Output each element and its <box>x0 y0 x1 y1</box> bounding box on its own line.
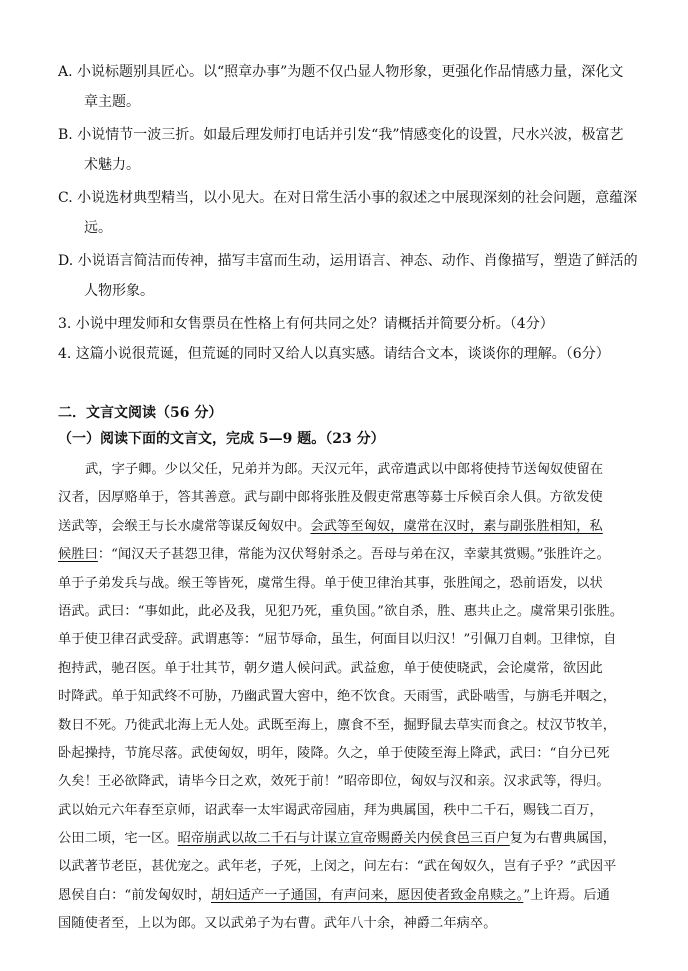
passage-line: 语武。武曰：“事如此，此必及我，见犯乃死，重负国。”欲自杀，胜、惠共止之。虞常果引张胜。 <box>58 603 624 619</box>
passage-line: 武以始元六年春至京师，诏武奉一太牢谒武帝园庙，拜为典属国，秩中二千石，赐钱二百万， <box>58 802 603 818</box>
classical-passage <box>58 456 638 939</box>
section-subheading: （一）阅读下面的文言文，完成 5—9 题。（23 分） <box>58 431 385 447</box>
option-c <box>58 183 648 236</box>
option-a <box>58 57 648 110</box>
option-d-line1: D. 小说语言简洁而传神，描写丰富而生动，运用语言、神态、动作、肖像描写，塑造了鲜活的 <box>58 253 638 269</box>
passage-line: 单于使卫律召武受辞。武谓惠等：“屈节辱命，虽生，何面目以归汉！”引佩刀自刺。卫律惊，自 <box>58 632 617 648</box>
option-c-line2: 远。 <box>84 220 112 236</box>
option-b-line2: 术魅力。 <box>84 157 140 173</box>
underlined-sentence-2: 昭帝崩武以故二千石与计谋立宣帝赐爵关内侯食邑三百户 <box>177 831 510 847</box>
option-d <box>58 246 648 299</box>
option-b-line1: B. 小说情节一波三折。如最后理发师打电话并引发“我”情感变化的设置，尺水兴波，极富艺 <box>58 127 624 143</box>
passage-line: 汉者，因厚赂单于，答其善意。武与副中郎将张胜及假吏常惠等募士斥候百余人俱。方欲发使 <box>58 490 603 506</box>
passage-line: 武，字子卿。少以父任，兄弟并为郎。天汉元年，武帝遣武以中郎将使持节送匈奴使留在 <box>85 462 604 477</box>
option-a-line2: 章主题。 <box>84 94 140 110</box>
underlined-sentence-1-cont: 候胜曰 <box>58 547 98 563</box>
passage-line: 卧起操持，节旄尽落。武使匈奴，明年，陵降。久之，单于使陵至海上降武，武曰：“自分已死 <box>58 745 610 761</box>
option-a-line1: A. 小说标题别具匠心。以“照章办事”为题不仅凸显人物形象，更强化作品情感力量，深化文 <box>58 64 624 80</box>
passage-line: 候胜曰：“闻汉天子甚怨卫律，常能为汉伏弩射杀之。吾母与弟在汉，幸蒙其赏赐。”张胜许之。 <box>58 547 610 563</box>
option-c-line1: C. 小说选材典型精当，以小见大。在对日常生活小事的叙述之中展现深刻的社会问题，意蕴深 <box>58 190 638 206</box>
passage-line: 时降武。单于知武终不可胁，乃幽武置大窖中，绝不饮食。天雨雪，武卧啮雪，与旃毛并咽之， <box>58 689 617 705</box>
question-3: 3. 小说中理发师和女售票员在性格上有何共同之处？请概括并简要分析。（4分） <box>58 316 554 332</box>
option-d-line2: 人物形象。 <box>84 283 154 299</box>
section-heading: 二．文言文阅读（56 分） <box>58 405 223 421</box>
passage-line: 数日不死。乃徙武北海上无人处。武既至海上，廪食不至，掘野鼠去草实而食之。杖汉节牧羊， <box>58 717 617 733</box>
passage-line: 单于子弟发兵与战。缑王等皆死，虞常生得。单于使卫律治其事，张胜闻之，恐前语发，以状 <box>58 575 603 591</box>
passage-line: 抱持武，驰召医。单于壮其节，朝夕遣人候问武。武益愈，单于使使晓武，会论虞常，欲因此 <box>58 660 603 676</box>
passage-line: 国随使者至，上以为郎。又以武弟子为右曹。武年八十余，神爵二年病卒。 <box>58 916 497 932</box>
underlined-sentence-3: 胡妇适产一子通国，有声问来，愿因使者致金帛赎之。 <box>211 887 524 903</box>
passage-line: 以武著节老臣，甚优宠之。武年老，子死，上闵之，问左右：“武在匈奴久，岂有子乎？”武因平 <box>58 859 617 875</box>
passage-line: 送武等，会缑王与长水虞常等谋反匈奴中。会武等至匈奴，虞常在汉时，素与副张胜相知，私 <box>58 518 603 534</box>
option-b <box>58 120 648 173</box>
passage-line: 公田二顷，宅一区。昭帝崩武以故二千石与计谋立宣帝赐爵关内侯食邑三百户复为右曹典属国， <box>58 831 617 847</box>
question-4: 4. 这篇小说很荒诞，但荒诞的同时又给人以真实感。请结合文本，谈谈你的理解。（6分） <box>58 346 610 362</box>
underlined-sentence-1: 会武等至匈奴，虞常在汉时，素与副张胜相知，私 <box>310 518 603 534</box>
passage-line: 久矣！王必欲降武，请毕今日之欢，效死于前！”昭帝即位，匈奴与汉和亲。汉求武等，得归。 <box>58 774 610 790</box>
passage-line: 恩侯自白：“前发匈奴时，胡妇适产一子通国，有声问来，愿因使者致金帛赎之。”上许焉。后通 <box>58 887 610 903</box>
